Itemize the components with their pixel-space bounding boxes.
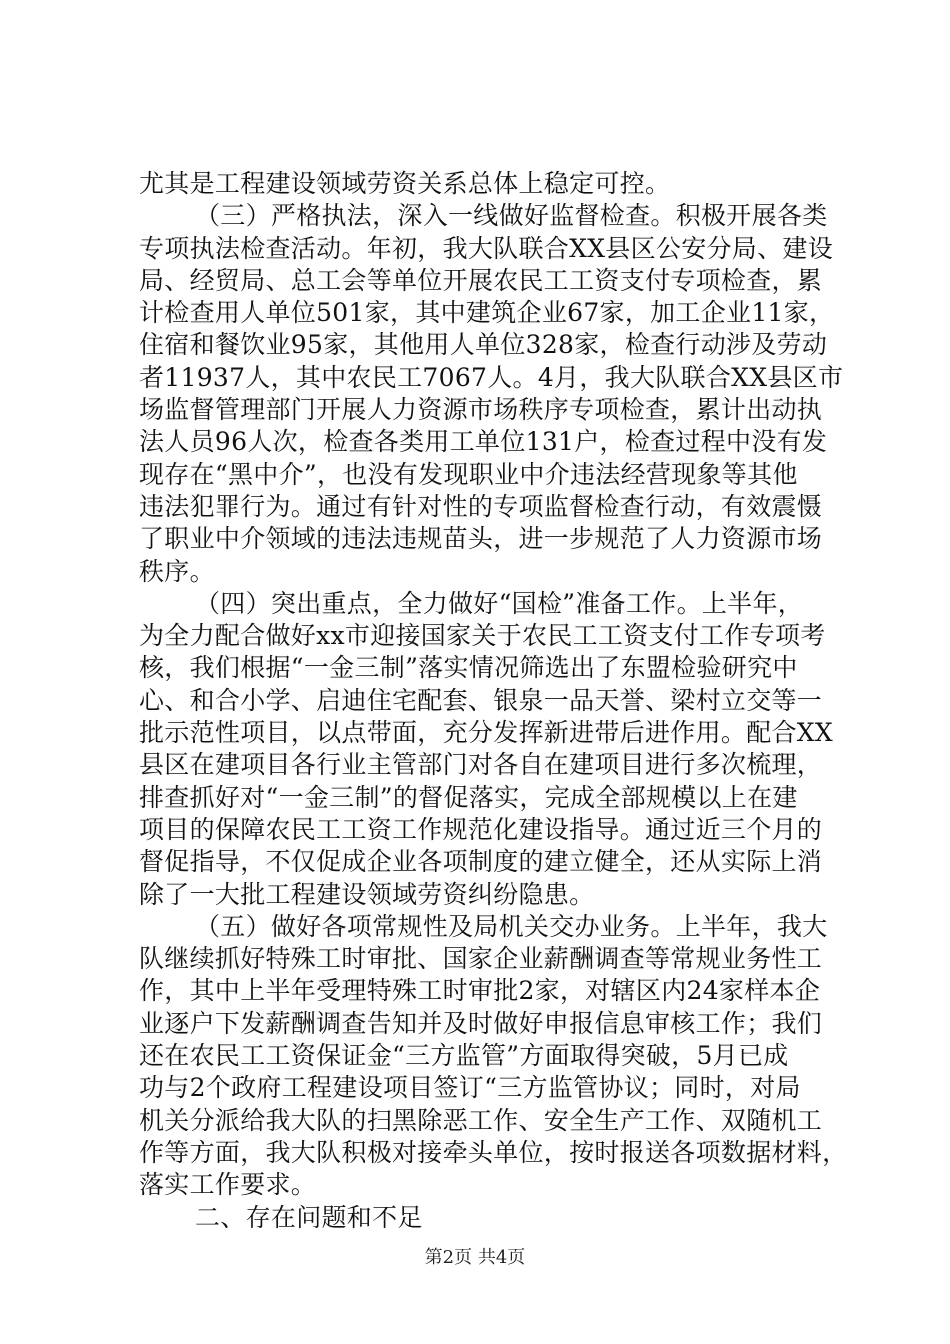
text-line: 住宿和餐饮业95家，其他用人单位328家，检查行动涉及劳动 [139,330,828,360]
text-line: 督促指导，不仅促成企业各项制度的建立健全，还从实际上消 [139,847,823,877]
page-footer [0,1243,950,1269]
text-line: 心、和合小学、启迪住宅配套、银泉一品天誉、梁村立交等一 [139,685,823,715]
text-line: 排查抓好对“一金三制”的督促落实，完成全部规模以上在建 [139,782,798,812]
document-body [139,168,848,1234]
text-line: 尤其是工程建设领域劳资关系总体上稳定可控。 [139,169,671,198]
text-line: 违法犯罪行为。通过有针对性的专项监督检查行动，有效震慑 [139,491,823,521]
text-line: 者11937人，其中农民工7067人。4月，我大队联合XX县区市 [139,362,844,392]
text-line: 核，我们根据“一金三制”落实情况筛选出了东盟检验研究中 [139,653,798,683]
text-line: 局、经贸局、总工会等单位开展农民工工资支付专项检查，累 [139,265,823,295]
text-line: （五）做好各项常规性及局机关交办业务。上半年，我大 [195,911,828,941]
text-line: 除了一大批工程建设领域劳资纠纷隐患。 [139,879,595,909]
text-line: 项目的保障农民工工资工作规范化建设指导。通过近三个月的 [139,814,823,844]
text-line: 批示范性项目，以点带面，充分发挥新进带后进作用。配合XX [139,718,833,748]
text-line: （四）突出重点，全力做好“国检”准备工作。上半年， [195,588,804,618]
text-line: 法人员96人次，检查各类用工单位131户，检查过程中没有发 [139,427,828,457]
text-line: 机关分派给我大队的扫黑除恶工作、安全生产工作、双随机工 [139,1105,823,1135]
text-line: 落实工作要求。 [139,1170,317,1200]
text-line: 功与2个政府工程建设项目签订“三方监管协议；同时，对局 [139,1073,801,1103]
text-line: 还在农民工工资保证金“三方监管”方面取得突破，5月已成 [139,1041,789,1071]
text-line: 秩序。 [139,556,215,586]
text-line: 了职业中介领域的违法违规苗头，进一步规范了人力资源市场 [139,524,823,554]
page-number-label: 第2页 共4页 [424,1247,526,1268]
text-line: 县区在建项目各行业主管部门对各自在建项目进行多次梳理， [139,750,823,780]
text-line: （三）严格执法，深入一线做好监督检查。积极开展各类 [195,201,828,231]
text-line: 计检查用人单位501家，其中建筑企业67家，加工企业11家， [139,298,835,328]
text-line: 为全力配合做好xx市迎接国家关于农民工工资支付工作专项考 [139,621,826,651]
text-line: 现存在“黑中介”，也没有发现职业中介违法经营现象等其他 [139,459,798,489]
text-line: 二、存在问题和不足 [195,1202,423,1232]
text-line: 场监督管理部门开展人力资源市场秩序专项检查，累计出动执 [139,395,823,425]
text-line: 作，其中上半年受理特殊工时审批2家，对辖区内24家样本企 [139,976,821,1006]
text-line: 专项执法检查活动。年初，我大队联合XX县区公安分局、建设 [139,233,833,263]
text-line: 队继续抓好特殊工时审批、国家企业薪酬调查等常规业务性工 [139,944,823,974]
text-line: 业逐户下发薪酬调查告知并及时做好申报信息审核工作；我们 [139,1008,823,1038]
text-line: 作等方面，我大队积极对接牵头单位，按时报送各项数据材料， [139,1137,848,1167]
